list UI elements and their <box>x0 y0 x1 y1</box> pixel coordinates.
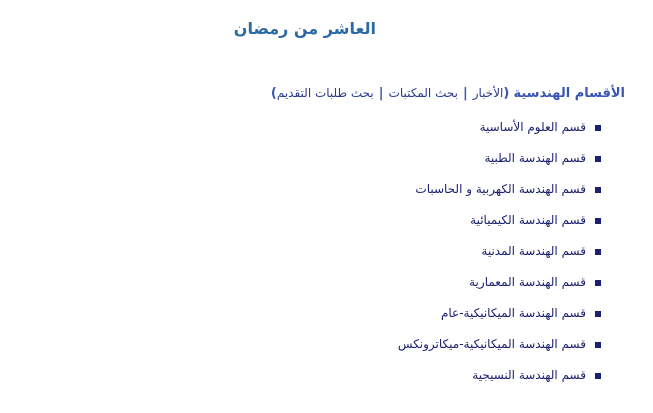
list-item <box>398 304 601 335</box>
list-item <box>398 118 601 149</box>
department-link-mechanical-general[interactable]: قسم الهندسة الميكانيكية-عام <box>440 306 586 320</box>
nav-separator: | <box>462 86 468 101</box>
department-link-basic-sciences[interactable]: قسم العلوم الأساسية <box>479 120 586 134</box>
nav-paren-close: ) <box>270 86 277 101</box>
department-link-textile[interactable]: قسم الهندسة النسيجية <box>472 368 586 382</box>
nav-link-library-search[interactable]: بحث المكتبات <box>388 86 458 100</box>
department-list <box>398 118 601 397</box>
nav-link-application-search[interactable]: بحث طلبات التقديم <box>276 86 374 100</box>
department-link-architecture[interactable]: قسم الهندسة المعمارية <box>469 275 586 289</box>
list-item <box>398 180 601 211</box>
department-link-electrical-computer[interactable]: قسم الهندسة الكهربية و الحاسبات <box>415 182 586 196</box>
list-item <box>398 149 601 180</box>
square-bullet-icon <box>595 280 601 286</box>
section-label: الأقسام الهندسية <box>513 86 625 101</box>
department-link-chemical[interactable]: قسم الهندسة الكيميائية <box>470 213 586 227</box>
section-nav <box>271 86 625 101</box>
square-bullet-icon <box>595 249 601 255</box>
square-bullet-icon <box>595 218 601 224</box>
square-bullet-icon <box>595 187 601 193</box>
square-bullet-icon <box>595 156 601 162</box>
department-link-civil[interactable]: قسم الهندسة المدنية <box>481 244 586 258</box>
list-item <box>398 335 601 366</box>
nav-separator: | <box>378 86 384 101</box>
square-bullet-icon <box>595 311 601 317</box>
nav-paren-open: ( <box>503 86 510 101</box>
square-bullet-icon <box>595 125 601 131</box>
list-item <box>398 242 601 273</box>
department-link-biomedical[interactable]: قسم الهندسة الطبية <box>484 151 586 165</box>
square-bullet-icon <box>595 373 601 379</box>
list-item <box>398 366 601 397</box>
square-bullet-icon <box>595 342 601 348</box>
department-link-mechatronics[interactable]: قسم الهندسة الميكانيكية-ميكاترونكس <box>397 337 586 351</box>
list-item <box>398 273 601 304</box>
list-item <box>398 211 601 242</box>
page-title: العاشر من رمضان <box>233 19 376 38</box>
nav-link-news[interactable]: الأخبار <box>472 86 504 100</box>
